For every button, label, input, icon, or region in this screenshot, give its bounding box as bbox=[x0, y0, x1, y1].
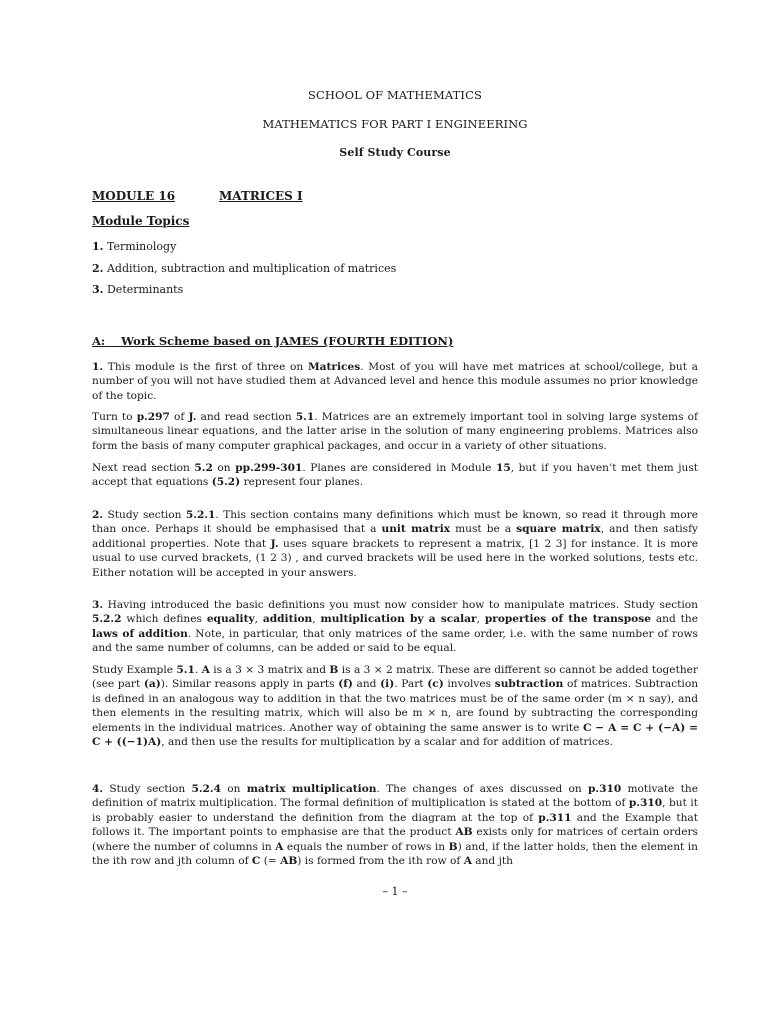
topic-text: Determinants bbox=[106, 283, 184, 296]
section-a-heading: A: Work Scheme based on JAMES (FOURTH EDITION) bbox=[92, 334, 454, 348]
paragraph-3: Next read section 5.2 on pp.299-301. Planes are considered in Module 15, but if you haven’t met them just accept that equations (5.2) represent four planes. bbox=[92, 462, 699, 489]
paragraph-7: 4. Study section 5.2.4 on matrix multiplication. The changes of axes discussed on p.310 motivate the definition of matrix multiplication. The formal definition of multiplication is stated at the bottom of p.310, but it is probably easier to understand the definition from the diagram at the top of p.311 and the Example that follows it. The important points to emphasise are that the product AB exists only for matrices of certain orders (where the number of columns in A equals the number of rows in B) and, if the latter holds, then the element in the ith row and jth column of C (= AB) is formed from the ith row of A and jth bbox=[92, 783, 699, 868]
topic-number: 3. bbox=[92, 283, 104, 296]
paragraph-number: 2. bbox=[92, 509, 104, 521]
module-title: MATRICES I bbox=[219, 189, 303, 203]
document-page bbox=[92, 0, 698, 1024]
paragraph-5: 3. Having introduced the basic definitions you must now consider how to manipulate matrices. Study section 5.2.2 which defines equality, addition, multiplication by a scalar, properties of the transpose and the laws of addition. Note, in particular, that only matrices of the same order, i.e. with the same number of rows and the same number of columns, can be added or said to be equal. bbox=[92, 599, 698, 655]
module-number: MODULE 16 bbox=[92, 189, 176, 203]
paragraph-2: Turn to p.297 of J. and read section 5.1. Matrices are an extremely important tool in solving large systems of simultaneous linear equations, and the latter arise in the solution of many engineering problems. Matrices also form the basis of many computer graphical packages, and occur in a variety of other situations. bbox=[92, 411, 698, 452]
topic-number: 1. bbox=[92, 240, 104, 253]
page-number: – 1 – bbox=[382, 885, 408, 898]
topic-text: Addition, subtraction and multiplication of matrices bbox=[106, 262, 397, 275]
paragraph-4: 2. Study section 5.2.1. This section contains many definitions which must be known, so read it through more than once. Perhaps it should be emphasised that a unit matrix must be a square matrix, and then satisfy additional properties. Note that J. uses square brackets to represent a matrix, [1 2 3] for instance. It is more usual to use curved brackets, (1 2 3) , and curved brackets will be used here in the worked solutions, tests etc. Either notation will be accepted in your answers. bbox=[92, 509, 699, 579]
course-subtitle: Self Study Course bbox=[339, 146, 451, 159]
paragraph-1: 1. This module is the first of three on Matrices. Most of you will have met matrices at school/college, but a number of you will not have studied them at Advanced level and hence this module assumes no prior knowledge of the topic. bbox=[92, 361, 698, 402]
school-header: SCHOOL OF MATHEMATICS bbox=[308, 88, 482, 102]
paragraph-number: 4. bbox=[92, 783, 104, 795]
module-topics-heading: Module Topics bbox=[92, 214, 190, 228]
paragraph-number: 3. bbox=[92, 599, 104, 611]
topic-number: 2. bbox=[92, 262, 104, 275]
topic-item bbox=[92, 283, 183, 296]
topic-text: Terminology bbox=[106, 240, 177, 253]
paragraph-6: Study Example 5.1. A is a 3 × 3 matrix and B is a 3 × 2 matrix. These are different so cannot be added together (see part (a)). Similar reasons apply in parts (f) and (i). Part (c) involves subtraction of matrices. Subtraction is defined in an analogous way to addition in that the two matrices must be of the same order (m × n say), and then elements in the resulting matrix, which will also be m × n, are found by subtracting the corresponding elements in the individual matrices. Another way of obtaining the same answer is to write C − A = C + (−A) = C + ((−1)A), and then use the results for multiplication by a scalar and for addition of matrices. bbox=[92, 664, 699, 749]
course-header: MATHEMATICS FOR PART I ENGINEERING bbox=[262, 117, 528, 131]
topic-item bbox=[92, 240, 176, 253]
paragraph-number: 1. bbox=[92, 361, 104, 373]
topic-item bbox=[92, 262, 396, 275]
